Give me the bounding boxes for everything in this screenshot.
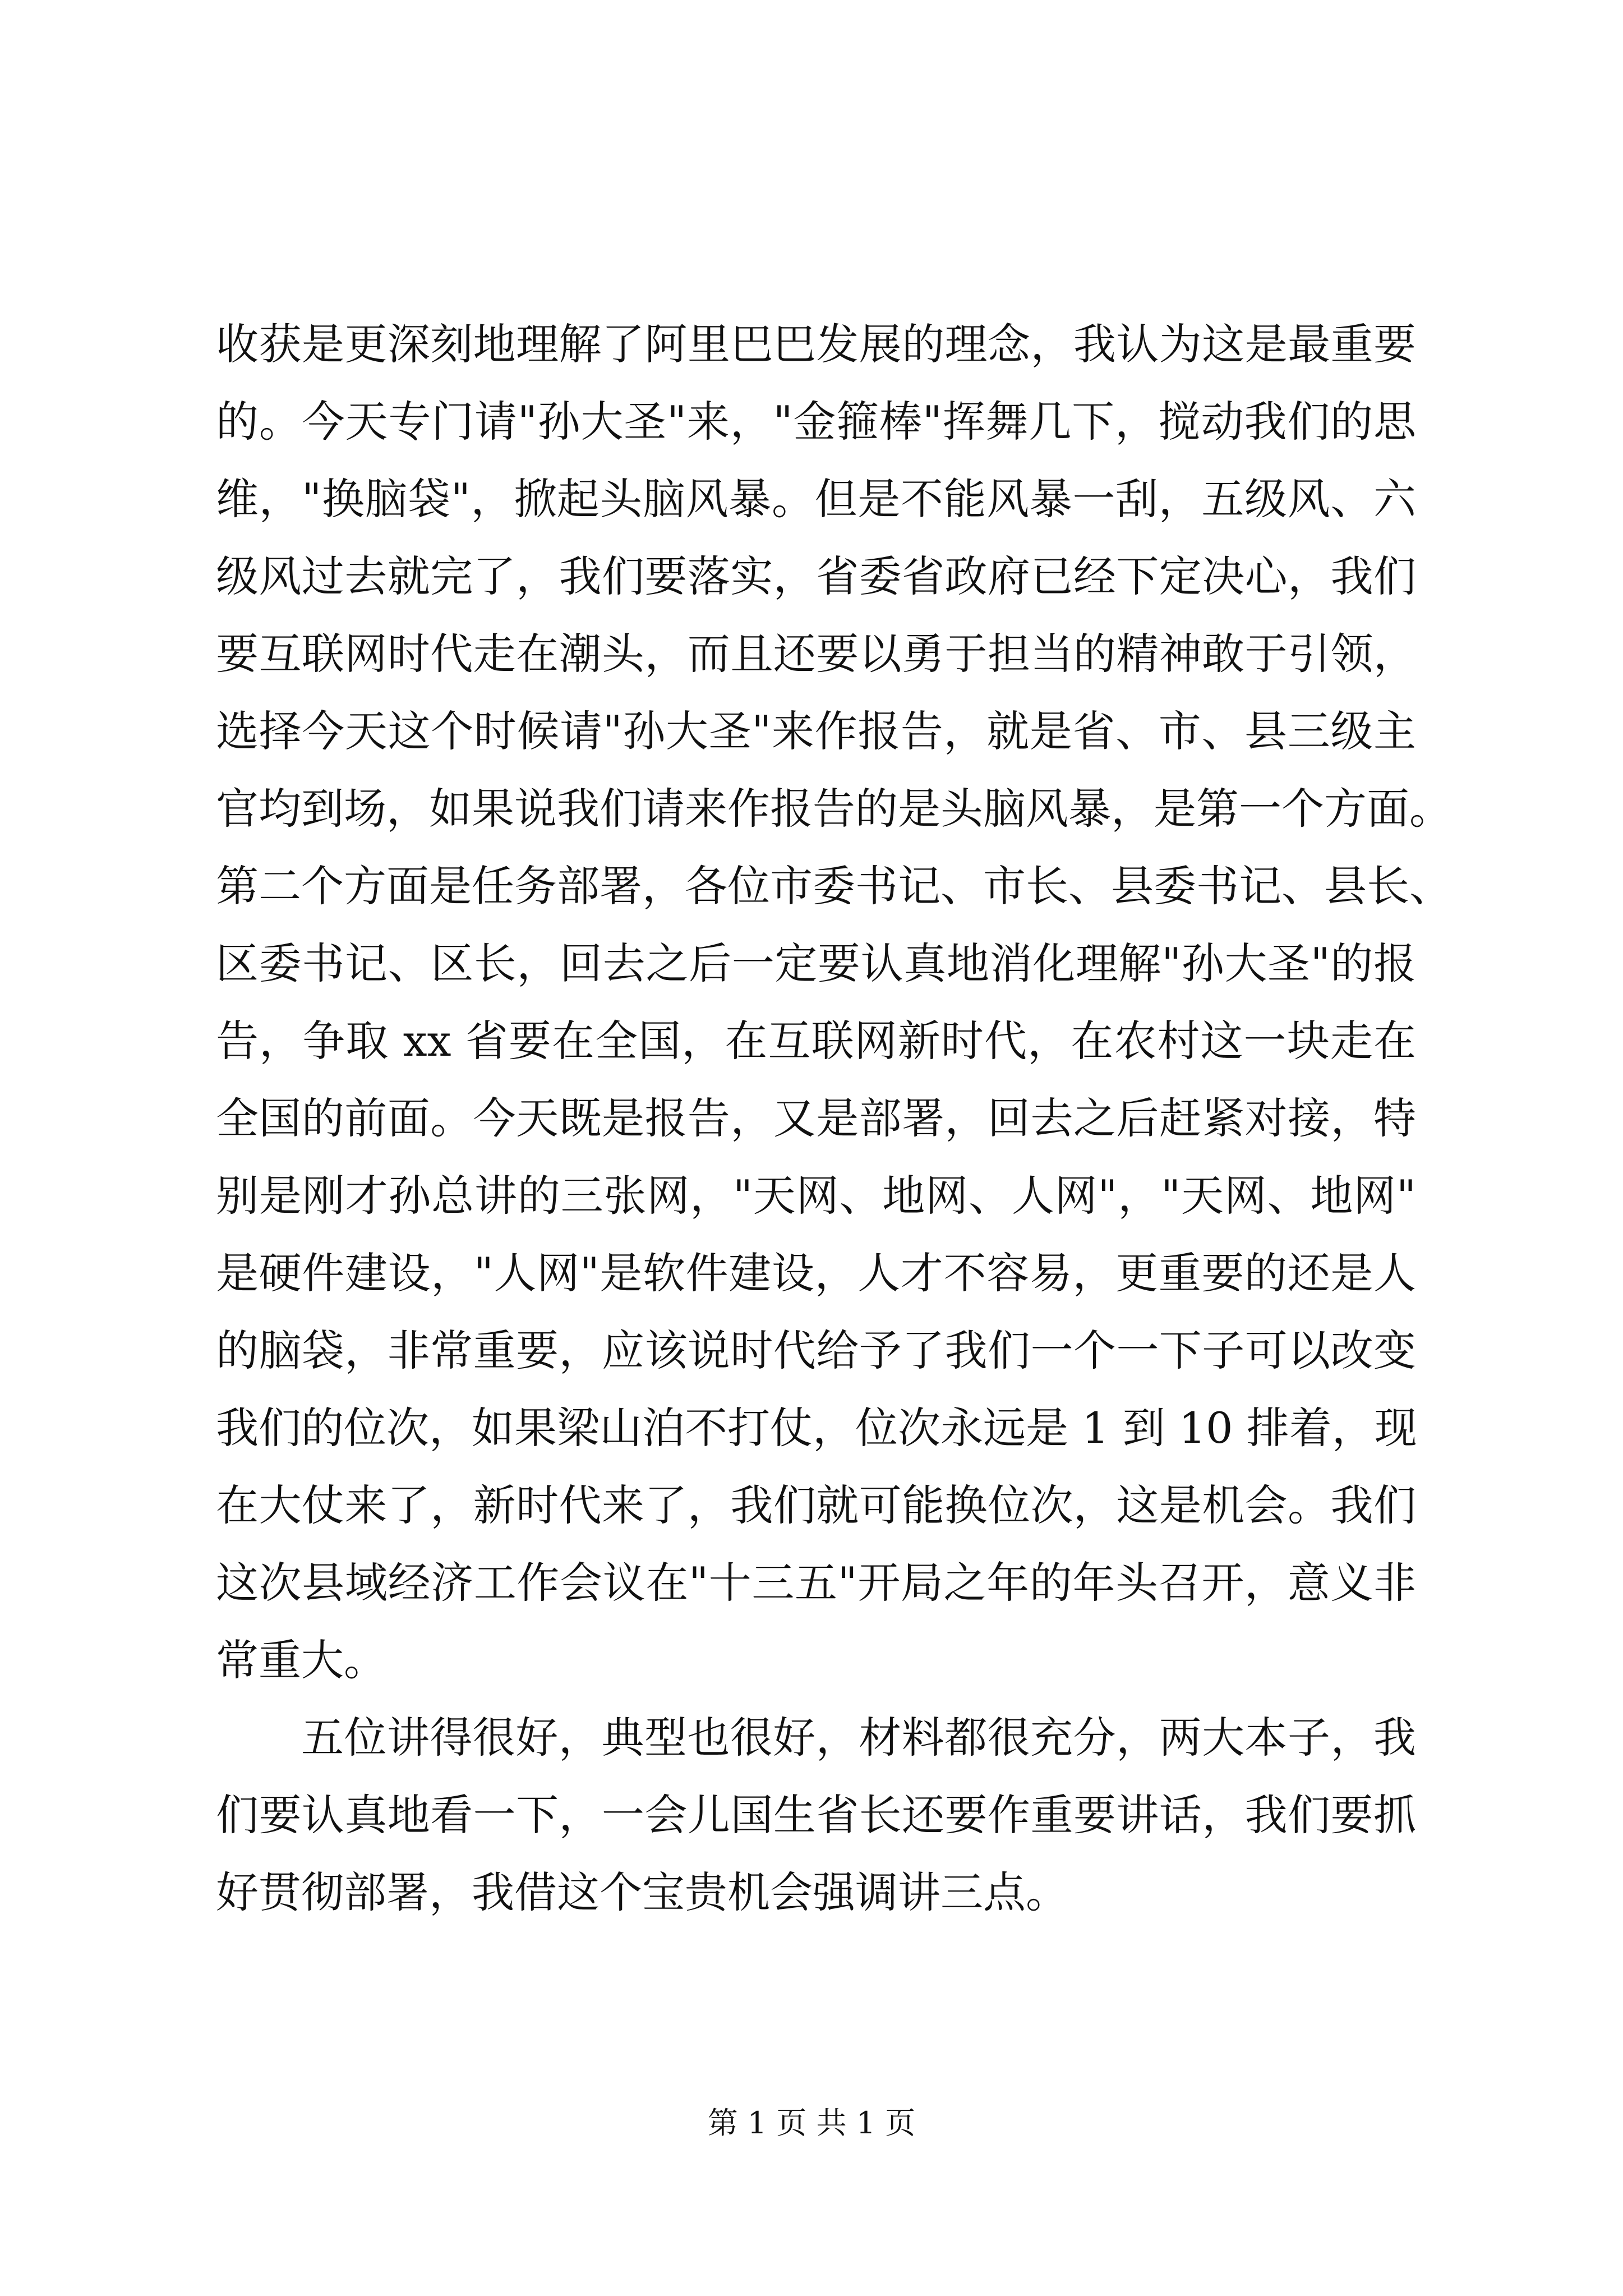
paragraph-1-line-15: 我们的位次，如果梁山泊不打仗，位次永远是 1 到 10 排着，现 (216, 1403, 1417, 1453)
paragraph-1-line-16: 在大仗来了，新时代来了，我们就可能换位次，这是机会。我们 (216, 1480, 1416, 1530)
paragraph-1-line-1: 收获是更深刻地理解了阿里巴巴发展的理念，我认为这是最重要 (216, 319, 1416, 369)
page-footer (0, 2099, 1623, 2142)
paragraph-1-line-12: 别是刚才孙总讲的三张网，"天网、地网、人网"，"天网、地网" (216, 1171, 1416, 1221)
paragraph-1-line-8: 第二个方面是任务部署，各位市委书记、市长、县委书记、县长、 (216, 861, 1452, 911)
page-number-label: 第 1 页 共 1 页 (707, 2105, 916, 2141)
paragraph-1-line-14: 的脑袋，非常重要，应该说时代给予了我们一个一下子可以改变 (216, 1326, 1416, 1375)
paragraph-2-line-1: 五位讲得很好，典型也很好，材料都很充分，两大本子，我 (301, 1713, 1416, 1763)
paragraph-1-line-9: 区委书记、区长，回去之后一定要认真地消化理解"孙大圣"的报 (216, 938, 1416, 988)
paragraph-1-line-6: 选择今天这个时候请"孙大圣"来作报告，就是省、市、县三级主 (216, 706, 1416, 756)
document-body (216, 306, 1452, 1931)
paragraph-2-line-2: 们要认真地看一下，一会儿国生省长还要作重要讲话，我们要抓 (216, 1790, 1416, 1840)
paragraph-2-line-3: 好贯彻部署，我借这个宝贵机会强调讲三点。 (216, 1867, 1068, 1917)
paragraph-1-line-10: 告，争取 xx 省要在全国，在互联网新时代，在农村这一块走在 (216, 1016, 1416, 1066)
paragraph-1-line-11: 全国的前面。今天既是报告，又是部署，回去之后赶紧对接，特 (216, 1093, 1416, 1143)
paragraph-1-line-2: 的。今天专门请"孙大圣"来，"金箍棒"挥舞几下，搅动我们的思 (216, 397, 1416, 447)
paragraph-1-line-4: 级风过去就完了，我们要落实，省委省政府已经下定决心，我们 (216, 551, 1416, 601)
paragraph-1-line-7: 官均到场，如果说我们请来作报告的是头脑风暴，是第一个方面。 (216, 784, 1452, 834)
paragraph-1-line-13: 是硬件建设，"人网"是软件建设，人才不容易，更重要的还是人 (216, 1248, 1416, 1298)
paragraph-1-line-5: 要互联网时代走在潮头，而且还要以勇于担当的精神敢于引领， (216, 629, 1416, 679)
paragraph-1-line-3: 维，"换脑袋"，掀起头脑风暴。但是不能风暴一刮，五级风、六 (216, 474, 1416, 524)
paragraph-1-line-17: 这次县域经济工作会议在"十三五"开局之年的年头召开，意义非 (216, 1558, 1416, 1608)
paragraph-1-line-18: 常重大。 (216, 1635, 386, 1685)
